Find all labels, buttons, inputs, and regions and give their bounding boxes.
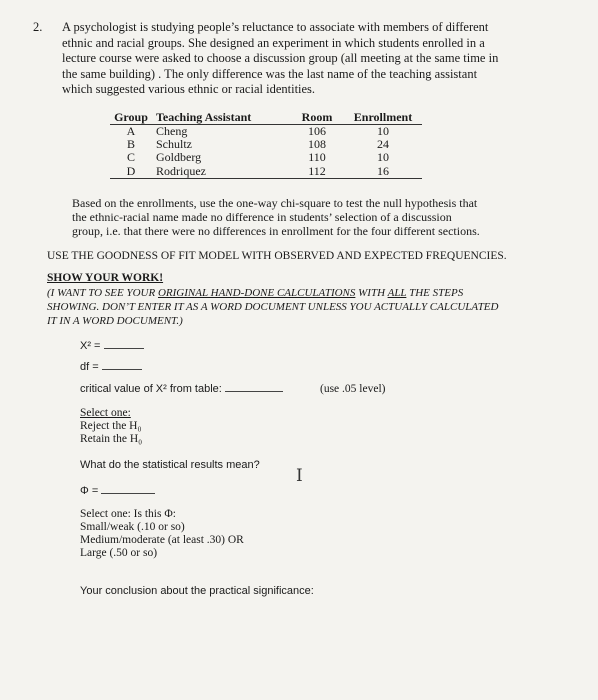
warning-text: WITH	[355, 287, 388, 299]
effect-title: Select one: Is this Φ:	[80, 508, 176, 520]
cell-room: 108	[308, 137, 326, 152]
df-blank[interactable]	[102, 368, 142, 370]
chi-square-answer	[80, 340, 144, 352]
question-text	[62, 20, 512, 98]
goodness-of-fit-note: USE THE GOODNESS OF FIT MODEL WITH OBSERVED AND EXPECTED FREQUENCIES.	[47, 250, 507, 262]
cell-enrollment: 10	[377, 124, 389, 138]
warning-text: (I WANT TO SEE YOUR	[47, 287, 158, 299]
cell-room: 110	[308, 150, 326, 165]
question-line: which suggested various ethnic or racial identities.	[62, 82, 316, 96]
table-row	[110, 151, 422, 164]
question-line: A psychologist is studying people’s reluctance to associate with members of different	[62, 20, 489, 34]
cell-ta: Goldberg	[156, 150, 202, 165]
chi-square-instructions	[72, 196, 512, 238]
cell-room: 112	[290, 165, 344, 179]
warning-line-3: IT IN A WORD DOCUMENT.)	[47, 315, 183, 327]
table-row	[110, 125, 422, 139]
cell-room: 106	[308, 124, 326, 138]
warning-emphasis: ORIGINAL HAND-DONE CALCULATIONS	[157, 287, 356, 299]
header-room: Room	[290, 110, 344, 125]
hand-calculation-warning	[47, 286, 527, 328]
table-row	[110, 165, 422, 179]
text-cursor-icon: I	[296, 466, 303, 486]
cell-enrollment: 16	[344, 165, 422, 179]
question-number: 2.	[33, 20, 43, 34]
option-retain[interactable]: Retain the H₀	[80, 433, 143, 445]
chi-square-label: X² =	[80, 340, 101, 352]
warning-text: THE STEPS	[406, 287, 464, 299]
enrollment-table	[110, 110, 422, 179]
cell-enrollment: 24	[377, 137, 389, 152]
cell-ta: Schultz	[156, 137, 192, 152]
effect-size-selection	[80, 508, 244, 560]
instruction-line: Based on the enrollments, use the one-way chi-square to test the null hypothesis that	[72, 196, 478, 210]
significance-level-note: (use .05 level)	[320, 383, 386, 395]
table-header-row	[110, 110, 422, 125]
meaning-question: What do the statistical results mean?	[80, 459, 260, 471]
question-line: ethnic and racial groups. She designed an experiment in which students enrolled in a	[62, 35, 485, 50]
chi-square-blank[interactable]	[104, 347, 144, 349]
cell-group: C	[126, 150, 135, 165]
decision-title: Select one:	[80, 407, 131, 419]
df-label: df =	[80, 361, 99, 373]
df-answer	[80, 361, 142, 373]
question-line: lecture course were asked to choose a discussion group (all meeting at the same time in	[62, 51, 499, 65]
cell-enrollment: 10	[377, 150, 389, 165]
warning-line-1	[47, 286, 527, 300]
option-large[interactable]: Large (.50 or so)	[80, 547, 158, 559]
header-group: Group	[110, 110, 152, 125]
phi-blank[interactable]	[101, 492, 155, 494]
cell-ta: Cheng	[156, 124, 188, 138]
warning-emphasis: ALL	[387, 287, 407, 299]
critical-value-blank[interactable]	[225, 390, 283, 392]
hypothesis-decision	[80, 407, 142, 446]
cell-group: B	[126, 137, 135, 152]
cell-ta: Rodriquez	[152, 165, 290, 179]
phi-label: Φ =	[80, 485, 99, 497]
header-teaching-assistant: Teaching Assistant	[152, 110, 290, 125]
option-medium[interactable]: Medium/moderate (at least .30) OR	[80, 534, 244, 546]
instruction-line: group, i.e. that there were no differences in enrollment for the four different sections.	[72, 224, 480, 238]
critical-value-label: critical value of X² from table:	[80, 383, 222, 395]
option-small[interactable]: Small/weak (.10 or so)	[80, 521, 185, 533]
practical-significance-question: Your conclusion about the practical significance:	[80, 585, 314, 597]
option-reject[interactable]: Reject the H₀	[80, 420, 142, 432]
show-work-heading: SHOW YOUR WORK!	[47, 272, 164, 284]
cell-group: A	[126, 124, 136, 138]
phi-answer	[80, 485, 155, 497]
critical-value-answer	[80, 383, 283, 395]
question-line: the same building) . The only difference was the last name of the teaching assistant	[62, 66, 478, 81]
warning-line-2: SHOWING. DON’T ENTER IT AS A WORD DOCUMENT UNLESS YOU ACTUALLY CALCULATED	[47, 301, 499, 313]
header-enrollment: Enrollment	[344, 110, 422, 125]
instruction-line: the ethnic-racial name made no difference in students’ selection of a discussion	[72, 210, 452, 224]
cell-group: D	[110, 165, 152, 179]
